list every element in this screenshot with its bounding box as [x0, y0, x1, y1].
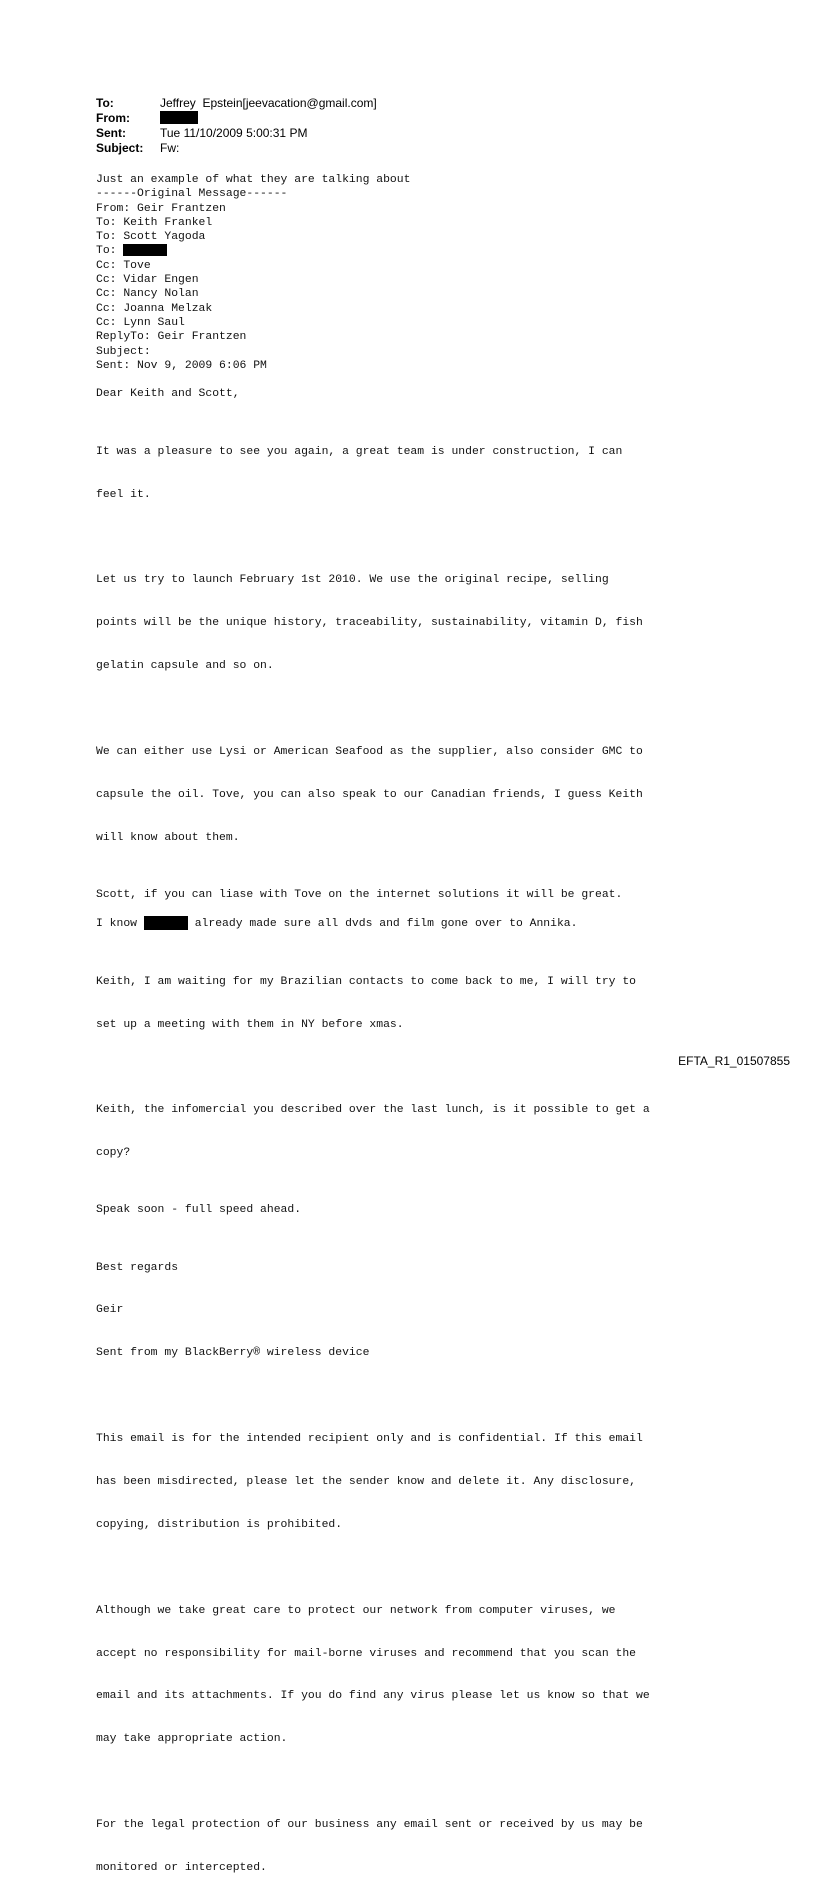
orig-replyto: ReplyTo: Geir Frantzen: [96, 331, 247, 344]
paragraph-line: set up a meeting with them in NY before xmas.: [96, 1018, 404, 1031]
intro-line: Just an example of what they are talking about: [96, 174, 411, 186]
paragraph-line: Although we take great care to protect our network from computer viruses, we: [96, 1604, 616, 1617]
signoff-line: Sent from my BlackBerry® wireless device: [96, 1347, 370, 1360]
greeting: Dear Keith and Scott,: [96, 388, 240, 401]
orig-to-2: To: Scott Yagoda: [96, 231, 206, 244]
paragraph-5-end: already made sure all dvds and film gone over to Annika.: [187, 918, 578, 931]
paragraph-line: This email is for the intended recipient only and is confidential. If this email: [96, 1433, 643, 1446]
paragraph-line: gelatin capsule and so on.: [96, 660, 274, 673]
orig-cc-5: Cc: Lynn Saul: [96, 316, 185, 329]
signoff-line: Geir: [96, 1304, 124, 1317]
paragraph-line: has been misdirected, please let the sender know and delete it. Any disclosure,: [96, 1476, 637, 1489]
signoff: [96, 1232, 736, 1389]
paragraph-line: copying, distribution is prohibited.: [96, 1518, 343, 1531]
paragraph-5: [96, 916, 736, 931]
paragraph-line: monitored or intercepted.: [96, 1862, 267, 1875]
sent-label: Sent:: [96, 126, 126, 140]
to-value: Jeffrey Epstein[jeevacation@gmail.com]: [160, 96, 377, 110]
from-label: From:: [96, 111, 130, 125]
original-message-marker: ------Original Message------: [96, 188, 288, 201]
paragraph-line: Keith, I am waiting for my Brazilian contacts to come back to me, I will try to: [96, 975, 637, 988]
paragraph-line: We can either use Lysi or American Seafood as the supplier, also consider GMC to: [96, 745, 643, 758]
orig-cc-3: Cc: Nancy Nolan: [96, 288, 199, 301]
confidentiality-notice: [96, 1404, 736, 1561]
paragraph-line: feel it.: [96, 488, 151, 501]
paragraph-line: capsule the oil. Tove, you can also speak to our Canadian friends, I guess Keith: [96, 788, 643, 801]
signoff-line: Best regards: [96, 1261, 179, 1274]
paragraph-7: [96, 1075, 736, 1189]
paragraph-line: email and its attachments. If you do find any virus please let us know so that we: [96, 1690, 650, 1703]
paragraph-line: accept no responsibility for mail-borne viruses and recommend that you scan the: [96, 1647, 637, 1660]
paragraph-2: [96, 545, 736, 702]
subject-value: Fw:: [160, 141, 180, 155]
paragraph-line: points will be the unique history, traceability, sustainability, vitamin D, fish: [96, 617, 643, 630]
subject-label: Subject:: [96, 141, 144, 155]
orig-cc-4: Cc: Joanna Melzak: [96, 302, 213, 315]
paragraph-line: For the legal protection of our business any email sent or received by us may be: [96, 1819, 643, 1832]
orig-subject: Subject:: [96, 345, 151, 358]
orig-to-3: [96, 244, 736, 258]
paragraph-line: Let us try to launch February 1st 2010. We use the original recipe, selling: [96, 574, 609, 587]
paragraph-3: [96, 716, 736, 873]
redaction-box: [123, 244, 167, 256]
sent-value: Tue 11/10/2009 5:00:31 PM: [160, 126, 308, 140]
orig-cc-2: Cc: Vidar Engen: [96, 274, 199, 287]
paragraph-6: [96, 946, 736, 1060]
paragraph-line: It was a pleasure to see you again, a great team is under construction, I can: [96, 445, 623, 458]
orig-to-1: To: Keith Frankel: [96, 216, 213, 229]
redaction-box: [144, 916, 188, 930]
to-row: [96, 96, 377, 111]
paragraph-line: Keith, the infomercial you described over the last lunch, is it possible to get a: [96, 1104, 650, 1117]
orig-from: From: Geir Frantzen: [96, 202, 226, 215]
subject-row: [96, 141, 377, 156]
virus-notice: [96, 1575, 736, 1775]
document-id: EFTA_R1_01507855: [678, 1054, 790, 1068]
from-row: [96, 111, 377, 126]
paragraph-5-start: I know: [96, 918, 144, 931]
orig-sent: Sent: Nov 9, 2009 6:06 PM: [96, 359, 267, 372]
sent-row: [96, 126, 377, 141]
email-header: [96, 96, 377, 156]
orig-to-3-label: To:: [96, 245, 124, 258]
paragraph-line: copy?: [96, 1147, 131, 1160]
orig-cc-1: Cc: Tove: [96, 259, 151, 272]
paragraph-4: Scott, if you can liase with Tove on the internet solutions it will be great.: [96, 888, 623, 901]
legal-notice: [96, 1790, 736, 1904]
paragraph-1: [96, 416, 736, 530]
email-body: [96, 173, 736, 1904]
redaction-box: [160, 111, 198, 124]
paragraph-8: Speak soon - full speed ahead.: [96, 1204, 302, 1217]
paragraph-line: will know about them.: [96, 831, 240, 844]
paragraph-line: may take appropriate action.: [96, 1733, 288, 1746]
to-label: To:: [96, 96, 114, 110]
